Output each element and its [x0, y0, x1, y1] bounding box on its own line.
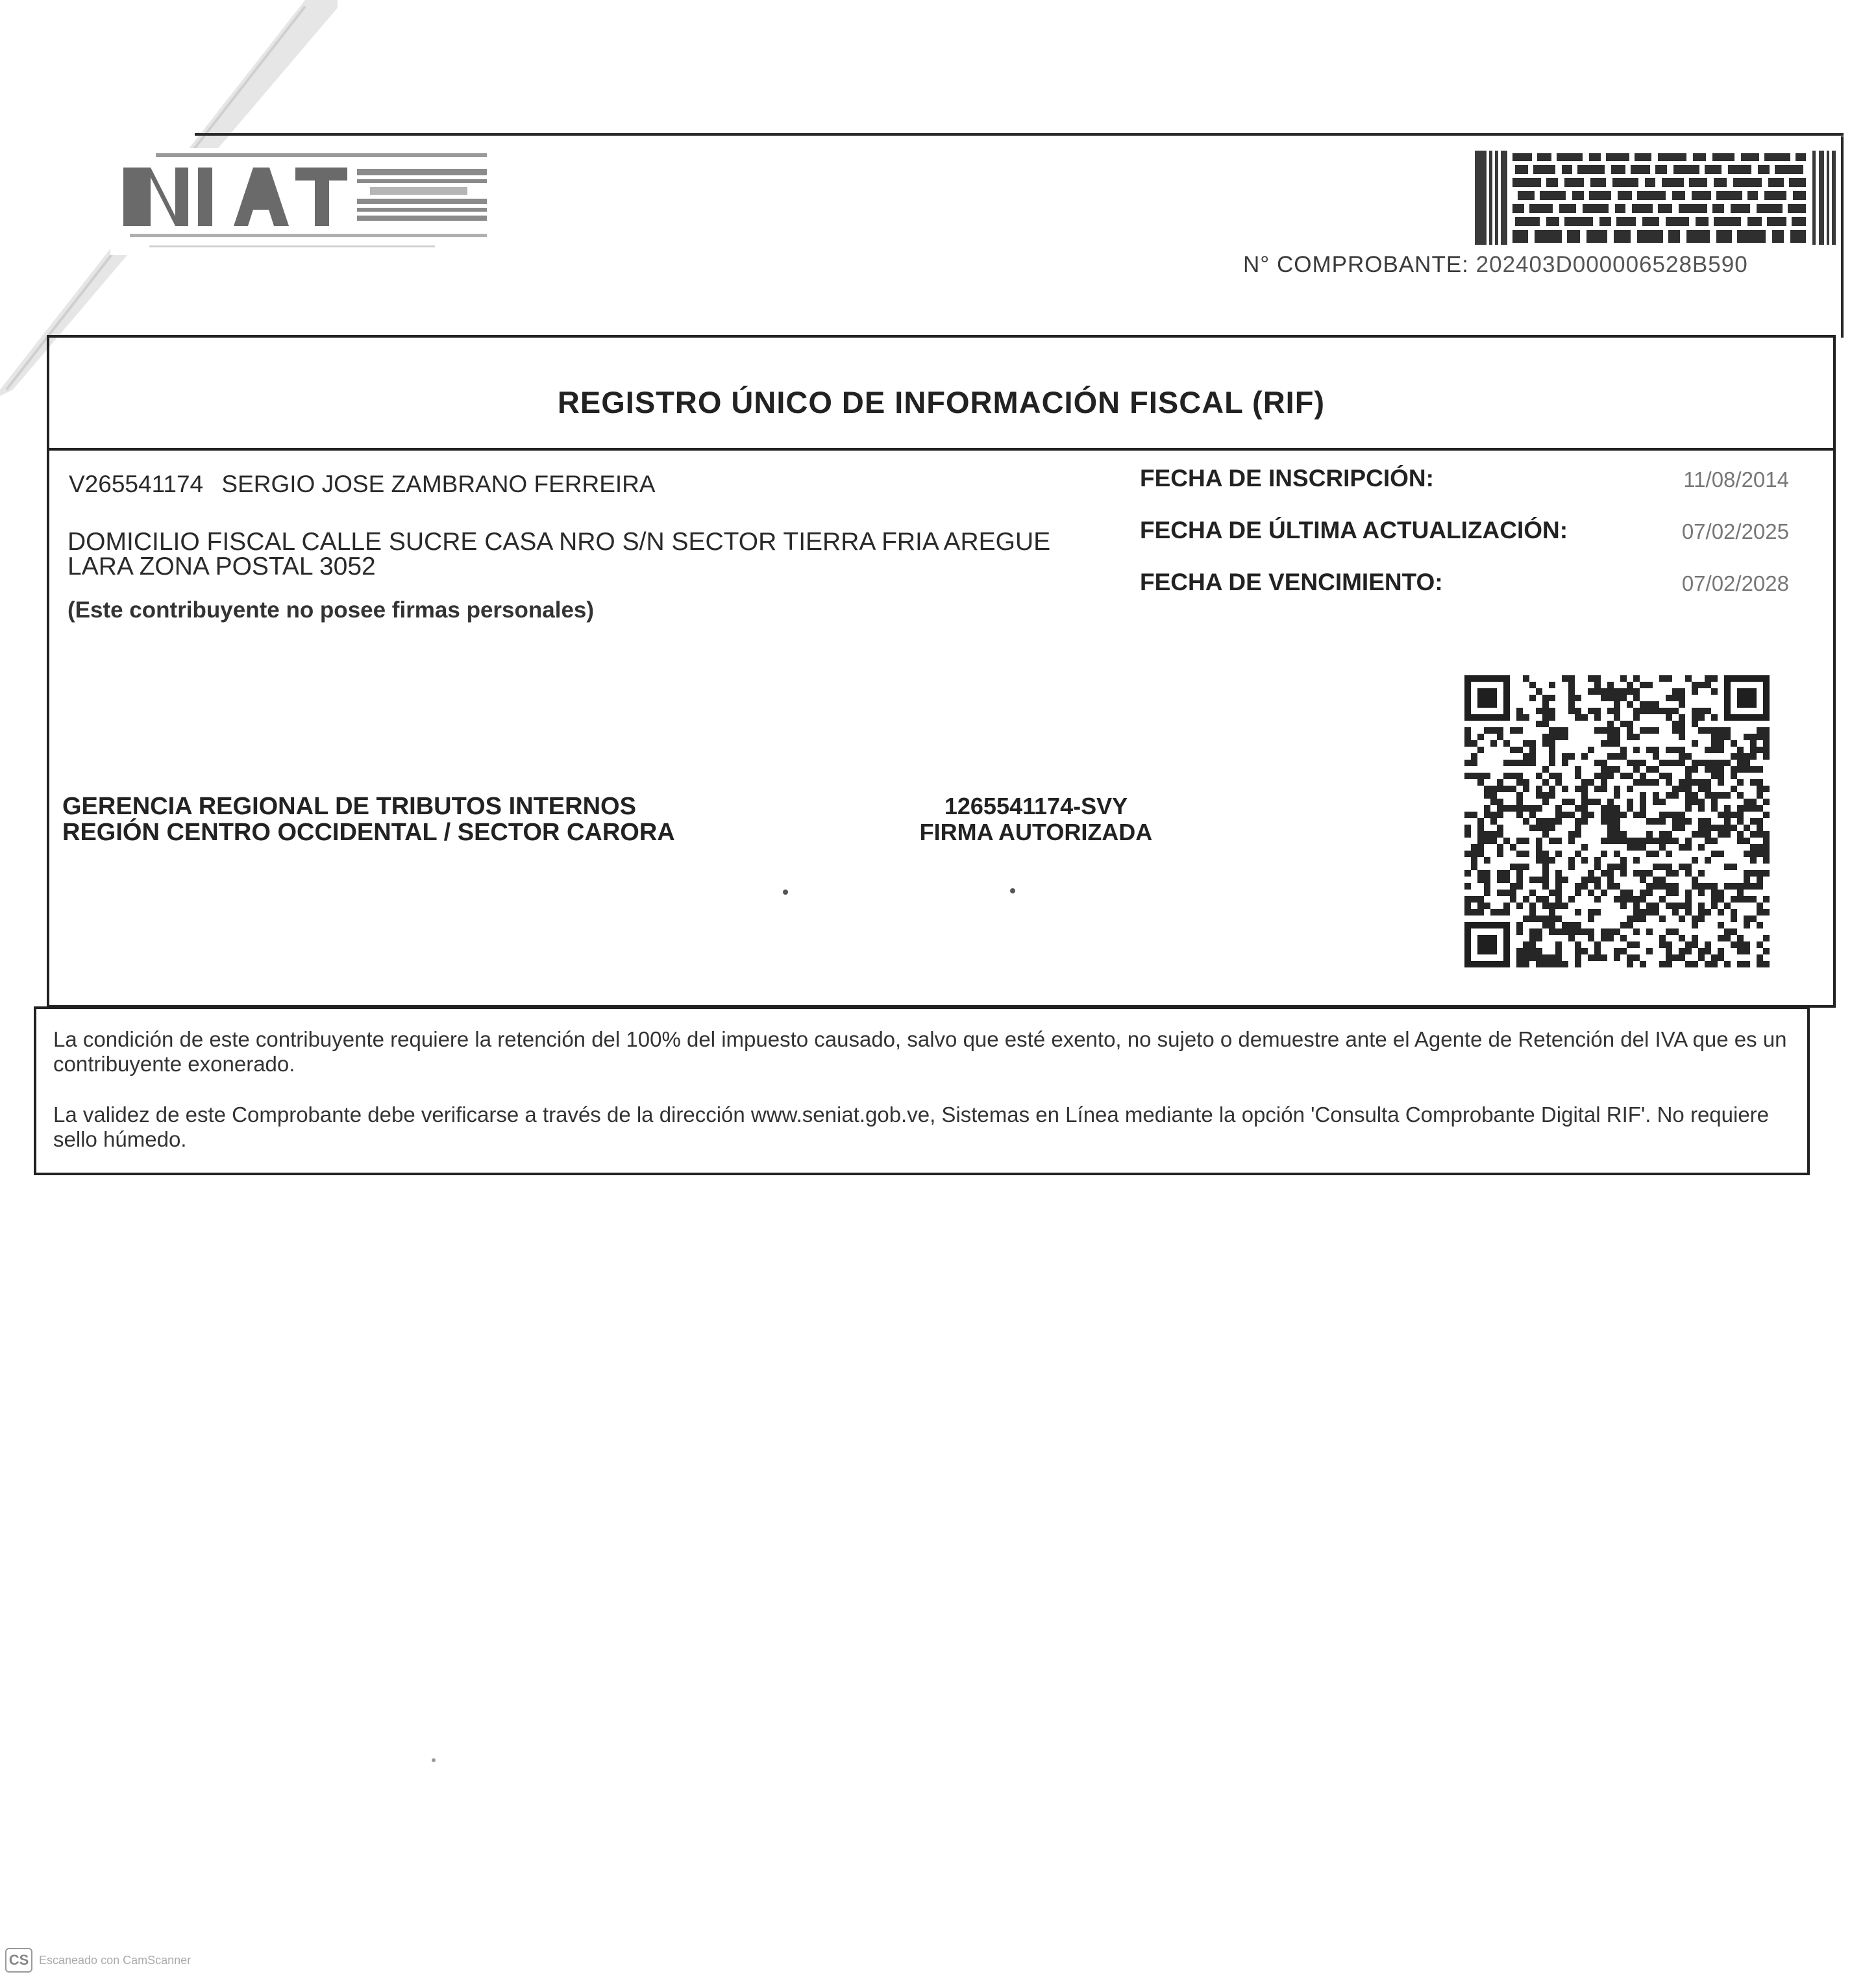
signature-code: 1265541174-SVY [944, 793, 1128, 819]
authorized-signature [880, 793, 1192, 845]
date-label: FECHA DE INSCRIPCIÓN: [1140, 465, 1434, 492]
date-value: 07/02/2028 [1681, 571, 1789, 595]
issuing-office [62, 793, 675, 845]
title-divider [49, 448, 1833, 451]
date-row-vencimiento [1140, 569, 1789, 621]
date-row-inscripcion [1140, 465, 1789, 517]
seniat-logo [110, 148, 493, 255]
qr-code [1464, 675, 1770, 967]
signatures-note: (Este contribuyente no posee firmas personales) [68, 597, 595, 623]
dates-block [1140, 465, 1789, 621]
date-value: 07/02/2025 [1681, 519, 1789, 543]
comprobante-value: 202403D000006528B590 [1475, 252, 1748, 277]
camscanner-watermark [5, 1948, 191, 1973]
fiscal-address [68, 530, 1184, 579]
scan-speck [1010, 888, 1015, 893]
camscanner-icon: CS [5, 1948, 32, 1973]
office-line2: REGIÓN CENTRO OCCIDENTAL / SECTOR CARORA [62, 819, 675, 846]
document-title: REGISTRO ÚNICO DE INFORMACIÓN FISCAL (RIF) [557, 385, 1326, 419]
rif-certificate [47, 335, 1836, 1008]
signature-label: FIRMA AUTORIZADA [919, 819, 1153, 845]
scan-speck [432, 1758, 436, 1762]
scan-speck [783, 890, 788, 895]
office-line1: GERENCIA REGIONAL DE TRIBUTOS INTERNOS [62, 793, 636, 820]
date-label: FECHA DE VENCIMIENTO: [1140, 569, 1443, 595]
validity-note: La validez de este Comprobante debe verificarse a través de la dirección www.seniat.gob.ve, Sistemas en Línea mediante la opción 'Consulta Comprobante Digital RIF'. No requiere sello húmedo. [53, 1103, 1770, 1151]
fiscal-address-line1: DOMICILIO FISCAL CALLE SUCRE CASA NRO S/N SECTOR TIERRA FRIA AREGUE [68, 528, 1051, 556]
rif-number: V265541174 [69, 471, 204, 497]
barcode [1475, 151, 1838, 248]
comprobante-number [1243, 252, 1748, 278]
date-row-actualizacion [1140, 517, 1789, 569]
header-right-border [1841, 136, 1844, 338]
retention-note: La condición de este contribuyente requiere la retención del 100% del impuesto causado, salvo que esté exento, no sujeto o demuestre ante el Agente de Retención del IVA que es un contribuyente exonerado. [53, 1027, 1787, 1076]
comprobante-label: N° COMPROBANTE: [1243, 252, 1469, 277]
date-label: FECHA DE ÚLTIMA ACTUALIZACIÓN: [1140, 517, 1568, 543]
camscanner-label: Escaneado con CamScanner [39, 1953, 191, 1967]
notes-box [34, 1006, 1810, 1175]
taxpayer-identity [69, 471, 656, 498]
taxpayer-name: SERGIO JOSE ZAMBRANO FERREIRA [221, 471, 656, 497]
date-value: 11/08/2014 [1683, 467, 1789, 492]
fiscal-address-line2: LARA ZONA POSTAL 3052 [68, 553, 376, 580]
header-top-border [195, 133, 1844, 136]
